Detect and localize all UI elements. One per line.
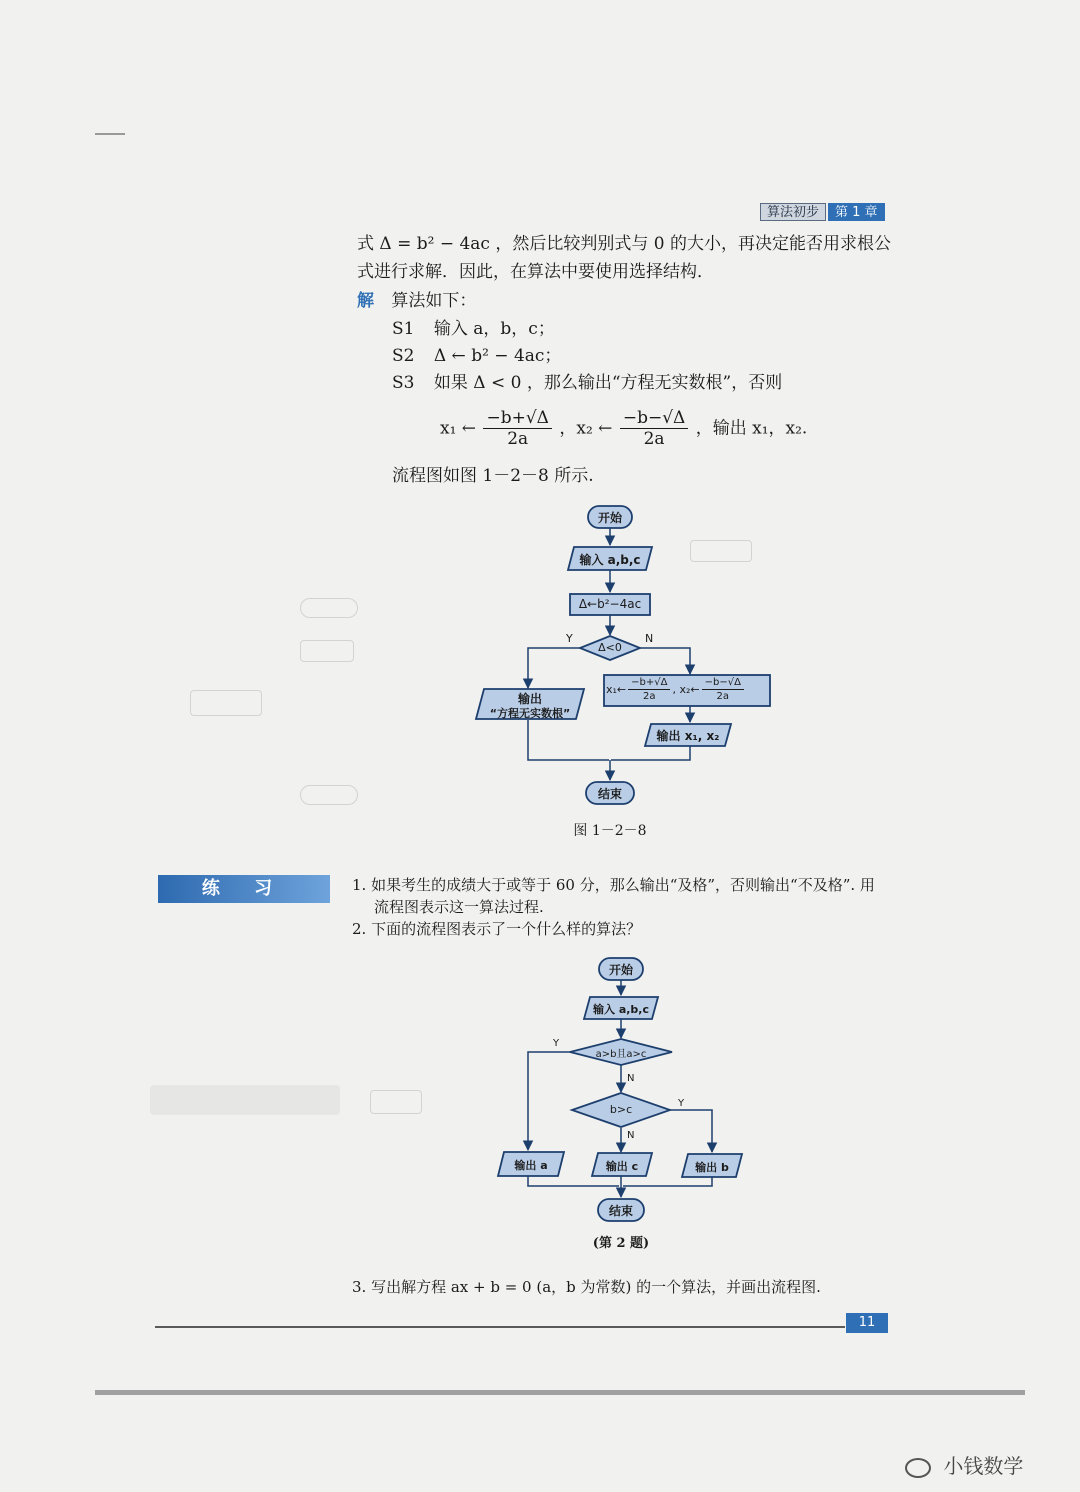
fc1-output-roots: 输出 x₁, x₂ — [656, 729, 720, 743]
wechat-icon — [905, 1458, 931, 1478]
formula-den-1: 2a — [507, 429, 529, 449]
practice-q1-line2: 流程图表示这一算法过程. — [374, 898, 544, 916]
fc2-input: 输入 a,b,c — [592, 1003, 649, 1016]
fc1-roots-num-1: −b+√Δ — [628, 676, 670, 690]
fc2-end: 结束 — [608, 1204, 633, 1218]
fc1-output-no-root-1: 输出 — [517, 692, 542, 706]
figure-caption-1: 图 1－2－8 — [573, 823, 647, 839]
formula-den-2: 2a — [643, 429, 665, 449]
intro-line-2: 式进行求解．因此，在算法中要使用选择结构． — [357, 262, 714, 282]
chapter-number: 第 1 章 — [828, 203, 885, 221]
fc2-decision-2: b>c — [609, 1103, 633, 1116]
formula-tail: ，输出 x₁，x₂. — [695, 418, 808, 439]
fc2-yes-label-1: Y — [553, 1038, 560, 1049]
step-id: S2 — [392, 346, 415, 366]
chapter-title: 算法初步 — [760, 203, 826, 221]
fc1-roots-den-1: 2a — [643, 691, 656, 702]
fc2-decision-1: a>b且a>c — [595, 1049, 647, 1060]
formula-num-1: −b+√Δ — [483, 408, 551, 429]
figure-caption-2: (第 2 题) — [592, 1236, 650, 1251]
fc2-no-label-2: N — [627, 1130, 635, 1141]
practice-q2: 2. 下面的流程图表示了一个什么样的算法？ — [352, 920, 642, 938]
solution-text: 算法如下： — [391, 291, 477, 311]
formula-x1: x₁ ← — [440, 418, 477, 439]
fc1-decision: Δ<0 — [598, 641, 622, 654]
fc1-roots-num-2: −b−√Δ — [702, 676, 744, 690]
fc1-assign: Δ←b²−4ac — [578, 597, 642, 611]
flowchart-reference: 流程图如图 1－2－8 所示. — [392, 466, 594, 486]
fc1-no-label: N — [645, 632, 654, 645]
formula-x2: ，x₂ ← — [559, 418, 613, 439]
step-id: S3 — [392, 373, 415, 393]
fc2-output-b: 输出 b — [695, 1161, 729, 1174]
fc1-yes-label: Y — [566, 632, 573, 645]
formula-num-2: −b−√Δ — [620, 408, 688, 429]
step-text: Δ ← b² − 4ac； — [433, 346, 562, 366]
intro-line-1: 式 Δ = b² − 4ac ，然后比较判别式与 0 的大小，再决定能否用求根公 — [357, 234, 891, 254]
step-id: S1 — [392, 319, 415, 339]
practice-q3: 3. 写出解方程 ax + b = 0 (a，b 为常数) 的一个算法，并画出流程图. — [352, 1278, 821, 1296]
fc1-roots-den-2: 2a — [716, 691, 730, 702]
fc1-output-no-root-2: “方程无实数根” — [489, 707, 571, 720]
fc1-input: 输入 a,b,c — [579, 553, 641, 567]
page-number: 11 — [846, 1313, 888, 1333]
fc2-output-c: 输出 c — [605, 1160, 639, 1173]
fc1-roots-x1: x₁← — [606, 683, 627, 696]
fc2-output-a: 输出 a — [514, 1159, 548, 1172]
fc1-start: 开始 — [597, 511, 622, 525]
practice-q1-line1: 1. 如果考生的成绩大于或等于 60 分，那么输出“及格”，否则输出“不及格”. 用 — [352, 876, 875, 894]
fc2-start: 开始 — [608, 963, 633, 977]
step-text: 如果 Δ < 0 ，那么输出“方程无实数根”，否则 — [433, 373, 783, 393]
watermark-text: 小钱数学 — [943, 1454, 1024, 1478]
fc2-no-label-1: N — [627, 1073, 635, 1084]
fc1-roots-x2: , x₂← — [672, 683, 700, 696]
step-text: 输入 a，b，c； — [433, 319, 555, 339]
fc2-yes-label-2: Y — [678, 1098, 685, 1109]
practice-banner: 练 习 — [158, 875, 330, 903]
solution-label: 解 — [357, 291, 374, 311]
fc1-end: 结束 — [597, 787, 622, 801]
watermark — [905, 1450, 1023, 1479]
